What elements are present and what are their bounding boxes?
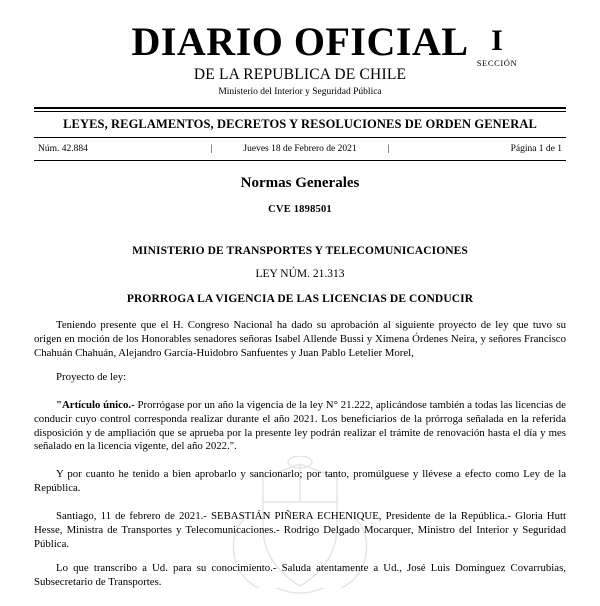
divider-below-issue — [34, 160, 566, 161]
issue-separator-left: | — [210, 144, 213, 154]
paragraph-preamble: Teniendo presente que el H. Congreso Nacional ha dado su aprobación al siguiente proyecto de ley que tuvo su origen en moción de los Honorables senadores señoras Isabel Allende Bussi y Ximena Órdenes Neira, y señores Francisco Chahuán Chahuán, Alejandro García-Huidobro Sanfuentes y Juan Pablo Letelier Morel, — [34, 319, 566, 359]
article-label: "Artículo único.- — [56, 399, 135, 412]
issue-separator-right: | — [387, 144, 390, 154]
issue-date: Jueves 18 de Febrero de 2021 — [243, 144, 357, 154]
document-title: PRORROGA LA VIGENCIA DE LAS LICENCIAS DE CONDUCIR — [126, 293, 474, 305]
issue-info-row — [34, 138, 566, 160]
article-text: Prorrógase por un año la vigencia de la ley N° 21.222, aplicándose también a todas las licencias de conducir cuyo control corresponda realizar durante el año 2021. Los beneficiarios de la prórroga señalada en la referida disposición y de ampliación que se aprueba por la presente ley podrán realizar el trámite de renovación hasta el día y mes señalado en la licencia vigente, del año 2022.". — [34, 399, 566, 453]
masthead-subtitle: DE LA REPUBLICA DE CHILE — [193, 66, 407, 83]
section-numeral: I — [491, 24, 503, 57]
law-number: LEY NÚM. 21.313 — [255, 268, 345, 280]
masthead — [34, 0, 566, 97]
paragraph-signatures: Santiago, 11 de febrero de 2021.- SEBASTIÁN PIÑERA ECHENIQUE, Presidente de la República.- Gloria Hutt Hesse, Ministra de Transportes y Telecomunicaciones.- Rodrigo Delgado Mocarquer, Ministro del Interior y Seguridad Pública. — [34, 509, 566, 550]
section-word: SECCIÓN — [476, 58, 518, 68]
issue-number: Núm. 42.884 — [38, 144, 88, 154]
divider-thick-top — [34, 107, 566, 109]
cve-code: CVE 1898501 — [268, 204, 332, 215]
paragraph-project-label: Proyecto de ley: — [56, 371, 127, 384]
banner-heading: LEYES, REGLAMENTOS, DECRETOS Y RESOLUCIONES DE ORDEN GENERAL — [63, 117, 537, 131]
paragraph-promulgation: Y por cuanto he tenido a bien aprobarlo y sancionarlo; por tanto, promúlguese y llévese a efecto como Ley de la República. — [34, 468, 566, 495]
issue-page: Página 1 de 1 — [510, 144, 563, 154]
ministry-heading: MINISTERIO DE TRANSPORTES Y TELECOMUNICACIONES — [132, 245, 468, 257]
page-title: DIARIO OFICIAL — [131, 19, 469, 64]
paragraph-article — [34, 399, 566, 454]
masthead-ministry: Ministerio del Interior y Seguridad Pública — [218, 87, 382, 97]
section-mark — [462, 26, 532, 68]
section-heading-normas: Normas Generales — [240, 175, 360, 191]
paragraph-transcription: Lo que transcribo a Ud. para su conocimiento.- Saluda atentamente a Ud., José Luis Domínguez Covarrubias, Subsecretario de Transportes. — [34, 562, 566, 588]
